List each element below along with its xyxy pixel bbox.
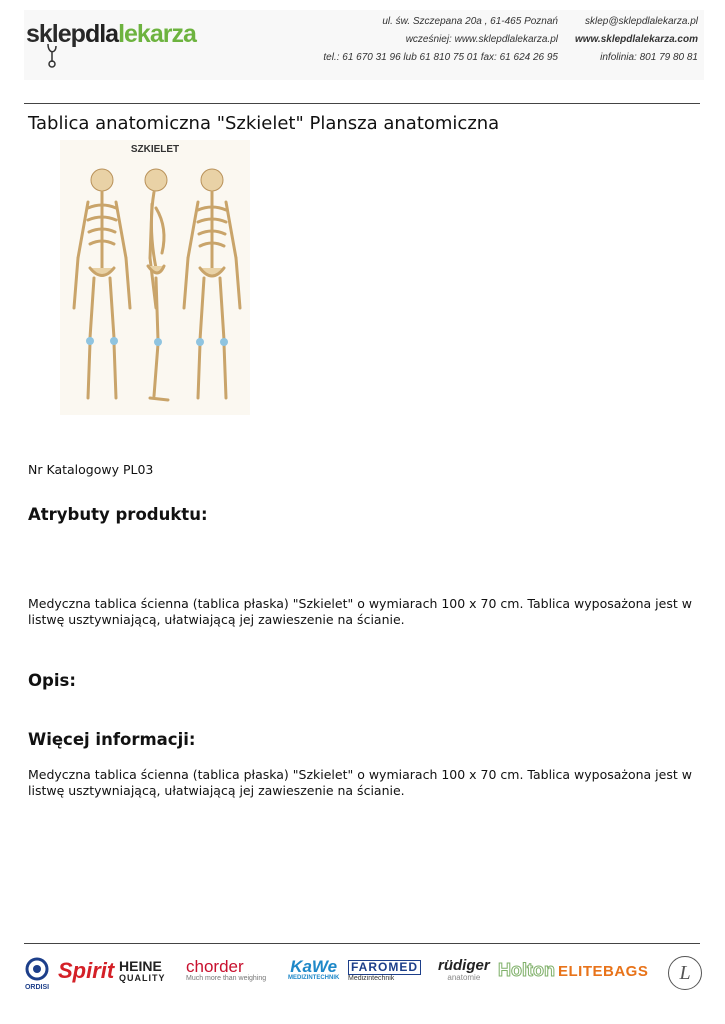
brand-name: ORDISI: [24, 984, 50, 991]
attributes-text: Medyczna tablica ścienna (tablica płaska) "Szkielet" o wymiarach 100 x 70 cm. Tablica wyposażona jest w listwę usztywniającą, ułatwiającą jej zawieszenie na ścianie.: [28, 596, 692, 627]
brand-sub: Much more than weighing: [186, 975, 267, 982]
store-website[interactable]: www.sklepdlalekarza.com: [574, 34, 698, 45]
brand-name: rüdiger: [438, 957, 490, 974]
brand-logo-spirit[interactable]: Spirit: [58, 958, 115, 983]
brand-logo-littmann[interactable]: L: [668, 956, 702, 990]
more-info-text: Medyczna tablica ścienna (tablica płaska) "Szkielet" o wymiarach 100 x 70 cm. Tablica wyposażona jest w listwę usztywniającą, ułatwiającą jej zawieszenie na ścianie.: [28, 767, 692, 798]
attributes-heading: Atrybuty produktu:: [28, 505, 208, 524]
brand-sub: MEDIZINTECHNIK: [288, 975, 340, 981]
brand-logo-rudiger[interactable]: [438, 958, 490, 982]
product-title: Tablica anatomiczna "Szkielet" Plansza anatomiczna: [28, 113, 500, 134]
phone-fax: tel.: 61 670 31 96 lub 61 810 75 01 fax: 61 624 26 95: [323, 52, 558, 63]
footer-divider: [24, 943, 700, 944]
brand-name: FAROMED: [348, 960, 421, 975]
brand-logos-strip: [20, 950, 710, 1000]
description-heading: Opis:: [28, 671, 76, 690]
brand-logo-kawe[interactable]: [288, 958, 339, 981]
poster-caption: SZKIELET: [130, 144, 180, 155]
brand-name: HEINE: [119, 958, 162, 974]
brand-name: chorder: [186, 957, 244, 976]
store-email[interactable]: sklep@sklepdlalekarza.pl: [585, 16, 698, 27]
brand-sub: QUALITY: [119, 973, 166, 983]
ordisi-swirl-icon: [24, 956, 50, 982]
brand-sub: anatomie: [447, 973, 481, 982]
product-image: [60, 140, 250, 415]
brand-sub: Medizintechnik: [348, 975, 395, 982]
brand-logo-faromed[interactable]: [348, 960, 421, 982]
logo-part-lekarza: lekarza: [118, 20, 196, 48]
skeleton-illustration: [60, 158, 250, 413]
more-info-heading: Więcej informacji:: [28, 730, 196, 749]
brand-logo-ordisi[interactable]: [22, 956, 52, 991]
brand-name: KaWe: [290, 957, 338, 976]
brand-logo-holton[interactable]: Holton: [498, 960, 555, 980]
brand-logo-chorder[interactable]: [186, 958, 266, 982]
former-website[interactable]: wcześniej: www.sklepdlalekarza.pl: [405, 34, 558, 45]
brand-logo-heine[interactable]: [119, 960, 166, 983]
brand-logo-elitebags[interactable]: ELITEBAGS: [558, 963, 649, 980]
logo-part-sklep: sklep: [26, 20, 85, 48]
stethoscope-icon: [44, 44, 62, 68]
catalog-number: Nr Katalogowy PL03: [28, 462, 154, 477]
header-divider: [24, 103, 700, 104]
logo-part-dla: dla: [84, 20, 119, 48]
store-address: ul. św. Szczepana 20a , 61-465 Poznań: [382, 16, 558, 27]
infoline: infolinia: 801 79 80 81: [600, 52, 698, 63]
